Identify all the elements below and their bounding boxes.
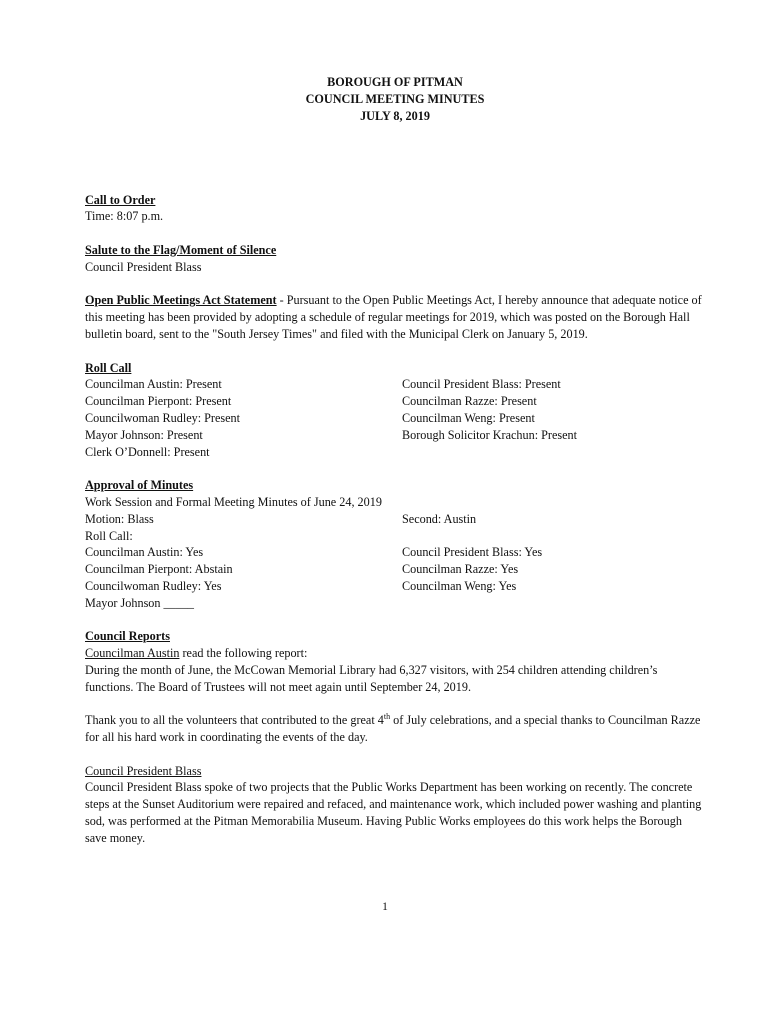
- austin-intro-line: [85, 645, 705, 662]
- roll-call-left: Mayor Johnson: Present: [85, 427, 203, 442]
- roll-call-row: [85, 393, 705, 410]
- header-title: COUNCIL MEETING MINUTES: [305, 91, 485, 106]
- salute-heading: Salute to the Flag/Moment of Silence: [85, 242, 277, 257]
- vote-row: [85, 578, 705, 595]
- opma-text: - Pursuant to the Open Public Meetings Act, I hereby announce that adequate notice of this meeting has been provided by adopting a schedule of regular meetings for 2019, which was posted on the Borough Hall bulletin board, sent to the "South Jersey Times" and filed with the Municipal Clerk on January 5, 2019.: [85, 293, 702, 341]
- roll-call-right: Councilman Weng: Present: [402, 410, 535, 425]
- approval-subject: Work Session and Formal Meeting Minutes of June 24, 2019: [85, 494, 382, 509]
- page-number: 1: [382, 901, 388, 913]
- second-text: Second: Austin: [402, 511, 477, 526]
- roll-call-right: Council President Blass: Present: [402, 377, 561, 392]
- roll-call-left: Councilman Pierpont: Present: [85, 394, 232, 409]
- header-date: JULY 8, 2019: [360, 108, 430, 123]
- austin-report: During the month of June, the McCowan Memorial Library had 6,327 visitors, with 254 children attending children’s functions. The Board of Trustees will not meet again until September 24, 2019.: [85, 662, 658, 694]
- blass-report: Council President Blass spoke of two projects that the Public Works Department has been working on recently. The concrete steps at the Sunset Auditorium were repaired and refaced, and maintenance work, which included power washing and planting sod, was performed at the Pitman Memorabilia Museum. Having Public Works employees do this work helps the Borough save money.: [85, 780, 702, 845]
- vote-left: Councilwoman Rudley: Yes: [85, 578, 222, 593]
- vote-right: Council President Blass: Yes: [402, 545, 543, 560]
- thanks-text-end: of July celebrations, and a special thanks to Councilman Razze for all his hard work in coordinating the events of the day.: [85, 713, 701, 745]
- roll-call-row: [85, 376, 705, 393]
- vote-row: [85, 544, 705, 561]
- header-borough: BOROUGH OF PITMAN: [327, 75, 463, 89]
- roll-call-right: Councilman Razze: Present: [402, 394, 537, 409]
- vote-right: Councilman Razze: Yes: [402, 562, 519, 577]
- vote-row: [85, 595, 705, 612]
- opma-paragraph: [85, 292, 705, 342]
- roll-call-right: [402, 444, 705, 461]
- opma-heading: Open Public Meetings Act Statement: [85, 293, 277, 308]
- thanks-text-start: Thank you to all the volunteers that contributed to the great 4: [85, 713, 384, 728]
- blass-name: Council President Blass: [85, 763, 202, 778]
- motion-text: Motion: Blass: [85, 511, 154, 526]
- roll-call-row: [85, 427, 705, 444]
- roll-call-right: Borough Solicitor Krachun: Present: [402, 427, 577, 442]
- call-to-order-heading: Call to Order: [85, 192, 156, 207]
- council-reports-heading: Council Reports: [85, 629, 170, 644]
- austin-name: Councilman Austin: [85, 646, 180, 661]
- vote-left: Mayor Johnson _____: [85, 595, 195, 610]
- vote-left: Councilman Pierpont: Abstain: [85, 562, 233, 577]
- thanks-paragraph: [85, 712, 705, 746]
- roll-call-row: [85, 444, 705, 461]
- roll-call-left: Clerk O’Donnell: Present: [85, 444, 210, 459]
- motion-row: [85, 511, 705, 528]
- vote-right: Councilman Weng: Yes: [402, 578, 517, 593]
- approval-roll-label: Roll Call:: [85, 528, 133, 543]
- austin-intro: read the following report:: [179, 646, 308, 661]
- document-page: [85, 74, 705, 847]
- roll-call-heading: Roll Call: [85, 360, 132, 375]
- vote-right: [402, 595, 705, 612]
- salute-text: Council President Blass: [85, 259, 202, 274]
- roll-call-left: Councilman Austin: Present: [85, 377, 222, 392]
- roll-call-row: [85, 410, 705, 427]
- ordinal-suffix: th: [383, 712, 391, 722]
- roll-call-left: Councilwoman Rudley: Present: [85, 410, 241, 425]
- approval-heading: Approval of Minutes: [85, 478, 194, 493]
- vote-left: Councilman Austin: Yes: [85, 545, 204, 560]
- call-to-order-time: Time: 8:07 p.m.: [85, 209, 164, 224]
- vote-row: [85, 561, 705, 578]
